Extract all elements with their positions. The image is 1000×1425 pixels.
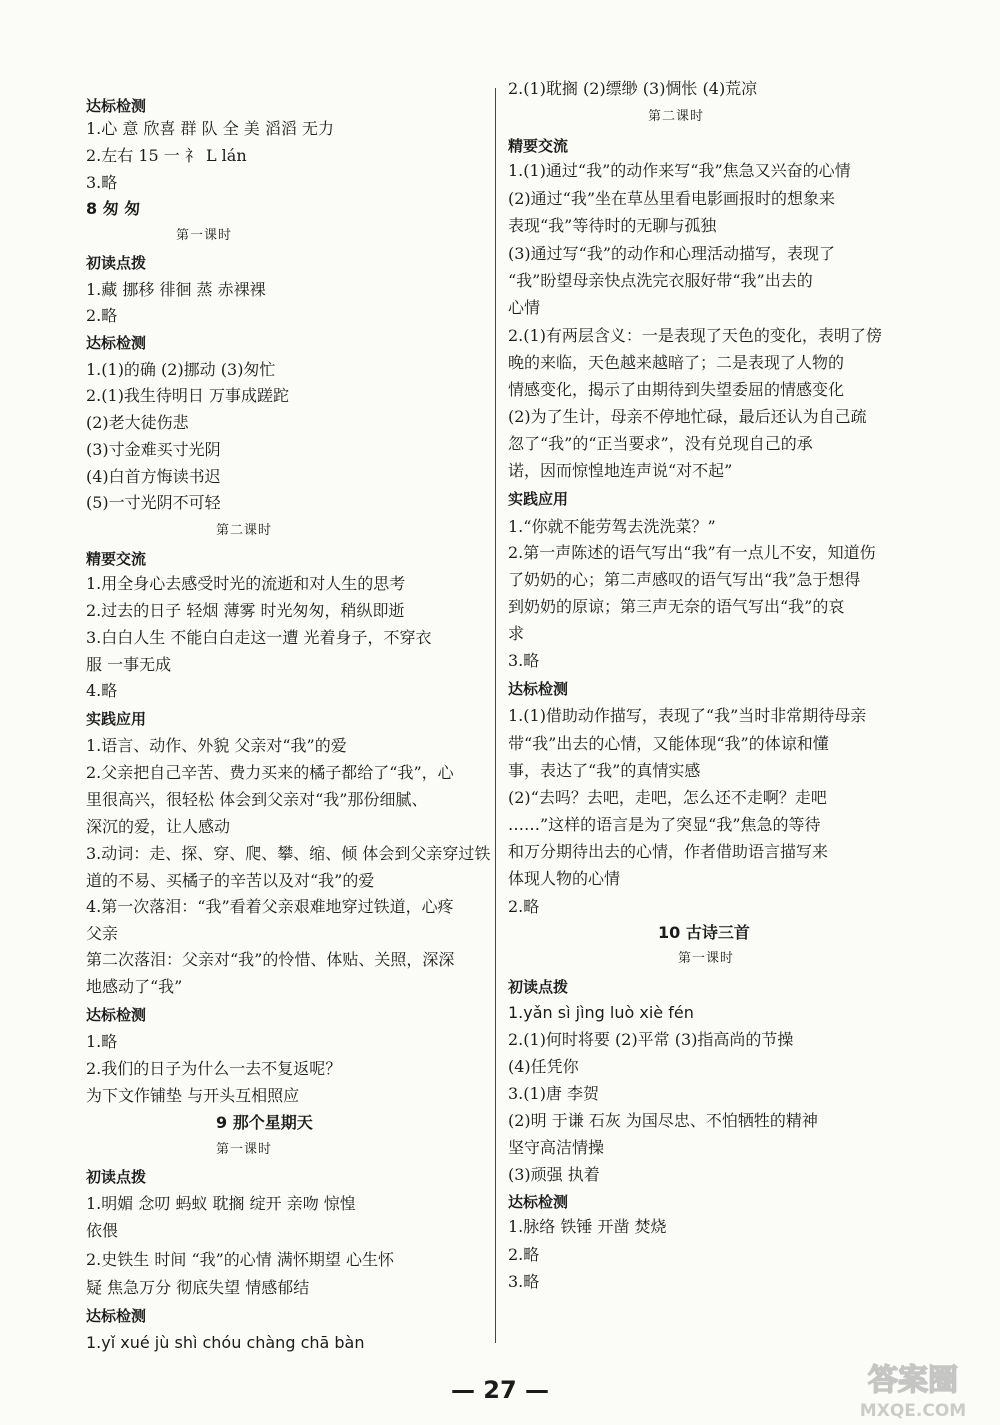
right-answer-line-3: 1.(1)通过“我”的动作来写“我”焦急又兴奋的心情 [508,161,851,180]
left-answer-line-29: 道的不易、买橘子的辛苦以及对“我”的爱 [86,871,375,890]
left-section-heading-40: 初读点拨 [86,1168,147,1186]
right-section-heading-41: 达标检测 [508,1193,569,1211]
left-answer-line-13: (3)寸金难买寸光阴 [86,440,221,459]
left-section-heading-6: 初读点拨 [86,254,147,272]
left-answer-line-20: 3.白白人生 不能白白走这一遭 光着身子，不穿衣 [86,628,432,647]
right-answer-line-17: 2.第一声陈述的语气写出“我”有一点儿不安，知道伤 [508,543,876,562]
left-answer-line-12: (2)老大徒伤悲 [86,413,189,432]
right-answer-line-8: 心情 [508,298,541,317]
right-answer-line-5: 表现“我”等待时的无聊与孤独 [508,216,717,235]
column-divider [495,88,496,1343]
right-section-heading-2: 精要交流 [508,137,569,155]
left-answer-line-44: 疑 焦急万分 彻底失望 情感郁结 [86,1278,310,1297]
right-answer-line-30: 2.略 [508,897,540,916]
right-answer-line-10: 晚的来临，天色越来越暗了；二是表现了人物的 [508,353,845,372]
right-answer-line-9: 2.(1)有两层含义：一是表现了天色的变化，表明了傍 [508,326,882,345]
right-pinyin-line-34: 1.yǎn sì jìng luò xiè fén [508,1003,694,1022]
right-answer-line-0: 2.(1)耽搁 (2)缥缈 (3)惆怅 (4)荒凉 [508,79,758,98]
right-answer-line-18: 了奶奶的心；第二声感叹的语气写出“我”急于想得 [508,570,861,589]
right-answer-line-21: 3.略 [508,651,540,670]
left-section-heading-0: 达标检测 [86,97,147,115]
right-answer-line-37: 3.(1)唐 李贺 [508,1084,600,1103]
right-answer-line-24: 带“我”出去的心情，又能体现“我”的体谅和懂 [508,734,829,753]
left-lesson-subtitle-39: 第一课时 [216,1142,273,1157]
left-answer-line-18: 1.用全身心去感受时光的流逝和对人生的思考 [86,574,406,593]
right-answer-line-11: 情感变化，揭示了由期待到失望委屈的情感变化 [508,380,845,399]
left-answer-line-1: 1.心 意 欣喜 群 队 全 美 滔滔 无力 [86,119,334,138]
right-answer-line-28: 和万分期待出去的心情，作者借助语言描写来 [508,842,829,861]
right-answer-line-38: (2)明 于谦 石灰 为国尽忠、不怕牺牲的精神 [508,1111,818,1130]
left-answer-line-35: 1.略 [86,1032,118,1051]
left-answer-line-11: 2.(1)我生待明日 万事成蹉跎 [86,386,290,405]
left-answer-line-3: 3.略 [86,173,118,192]
right-answer-line-4: (2)通过“我”坐在草丛里看电影画报时的想象来 [508,189,836,208]
left-answer-line-41: 1.明媚 念叨 蚂蚁 耽搁 绽开 亲吻 惊惶 [86,1194,356,1213]
right-answer-line-44: 3.略 [508,1272,540,1291]
left-answer-line-30: 4.第一次落泪：“我”看着父亲艰难地穿过铁道，心疼 [86,897,454,916]
right-answer-line-25: 事，表达了“我”的真情实感 [508,761,701,780]
left-answer-line-10: 1.(1)的确 (2)挪动 (3)匆忙 [86,360,276,379]
left-lesson-title-38: 9 那个星期天 [216,1113,313,1132]
left-section-heading-34: 达标检测 [86,1006,147,1024]
right-answer-line-36: (4)任凭你 [508,1057,579,1076]
right-answer-line-39: 坚守高洁情操 [508,1138,605,1157]
left-answer-line-22: 4.略 [86,681,118,700]
right-answer-line-29: 体现人物的心情 [508,869,621,888]
right-answer-line-43: 2.略 [508,1245,540,1264]
left-section-heading-45: 达标检测 [86,1307,147,1325]
left-answer-line-42: 依偎 [86,1221,119,1240]
right-section-heading-33: 初读点拨 [508,978,569,996]
left-lesson-subtitle-5: 第一课时 [176,228,233,243]
right-section-heading-22: 达标检测 [508,680,569,698]
left-answer-line-25: 2.父亲把自己辛苦、费力买来的橘子都给了“我”，心 [86,763,454,782]
right-answer-line-12: (2)为了生计，母亲不停地忙碌，最后还认为自己疏 [508,407,867,426]
right-answer-line-23: 1.(1)借助动作描写，表现了“我”当时非常期待母亲 [508,706,867,725]
watermark-url: MXQE.COM [859,1401,967,1421]
left-answer-line-2: 2.左右 15 一 礻 L lán [86,146,247,165]
left-answer-line-15: (5)一寸光阴不可轻 [86,493,221,512]
left-lesson-subtitle-16: 第二课时 [216,523,273,538]
right-lesson-subtitle-32: 第一课时 [678,951,735,966]
watermark-logo [838,1352,988,1422]
right-answer-line-13: 忽了“我”的“正当要求”，没有兑现自己的承 [508,434,813,453]
watermark-glyphs: 答案圈 [868,1363,958,1398]
right-answer-line-14: 诺，因而惊惶地连声说“对不起” [508,461,733,480]
left-answer-line-28: 3.动词：走、探、穿、爬、攀、缩、倾 体会到父亲穿过铁 [86,844,491,863]
left-answer-line-32: 第二次落泪：父亲对“我”的怜惜、体贴、关照，深深 [86,950,455,969]
right-answer-line-16: 1.“你就不能劳驾去洗洗菜？” [508,517,716,536]
right-answer-line-19: 到奶奶的原谅；第三声无奈的语气写出“我”的哀 [508,597,845,616]
left-answer-line-8: 2.略 [86,306,118,325]
left-lesson-title-4: 8 匆 匆 [86,199,141,218]
right-answer-line-6: (3)通过写“我”的动作和心理活动描写，表现了 [508,244,836,263]
left-answer-line-19: 2.过去的日子 轻烟 薄雾 时光匆匆，稍纵即逝 [86,601,405,620]
left-section-heading-23: 实践应用 [86,710,147,728]
left-answer-line-24: 1.语言、动作、外貌 父亲对“我”的爱 [86,736,347,755]
page-number: — 27 — [450,1376,550,1404]
right-answer-line-27: ……”这样的语言是为了突显“我”焦急的等待 [508,815,821,834]
left-answer-line-27: 深沉的爱，让人感动 [86,817,231,836]
left-answer-line-14: (4)白首方悔读书迟 [86,467,221,486]
left-answer-line-37: 为下文作铺垫 与开头互相照应 [86,1086,300,1105]
right-answer-line-40: (3)顽强 执着 [508,1165,600,1184]
left-answer-line-21: 服 一事无成 [86,655,172,674]
left-answer-line-33: 地感动了“我” [86,977,183,996]
right-lesson-title-31: 10 古诗三首 [658,923,750,942]
left-pinyin-line-46: 1.yǐ xué jù shì chóu chàng chā bàn [86,1333,365,1352]
left-answer-line-43: 2.史铁生 时间 “我”的心情 满怀期望 心生怀 [86,1250,394,1269]
right-lesson-subtitle-1: 第二课时 [648,109,705,124]
left-answer-line-26: 里很高兴，很轻松 体会到父亲对“我”那份细腻、 [86,790,428,809]
right-section-heading-15: 实践应用 [508,490,569,508]
left-answer-line-36: 2.我们的日子为什么一去不复返呢？ [86,1059,342,1078]
right-answer-line-20: 求 [508,624,525,643]
right-answer-line-26: (2)“去吗？去吧，走吧，怎么还不走啊？走吧 [508,788,827,807]
right-answer-line-7: “我”盼望母亲快点洗完衣服好带“我”出去的 [508,271,813,290]
right-answer-line-42: 1.脉络 铁锤 开凿 焚烧 [508,1217,667,1236]
right-answer-line-35: 2.(1)何时将要 (2)平常 (3)指高尚的节操 [508,1030,794,1049]
left-answer-line-31: 父亲 [86,924,119,943]
left-section-heading-17: 精要交流 [86,550,147,568]
left-answer-line-7: 1.藏 挪移 徘徊 蒸 赤裸裸 [86,280,266,299]
left-section-heading-9: 达标检测 [86,334,147,352]
